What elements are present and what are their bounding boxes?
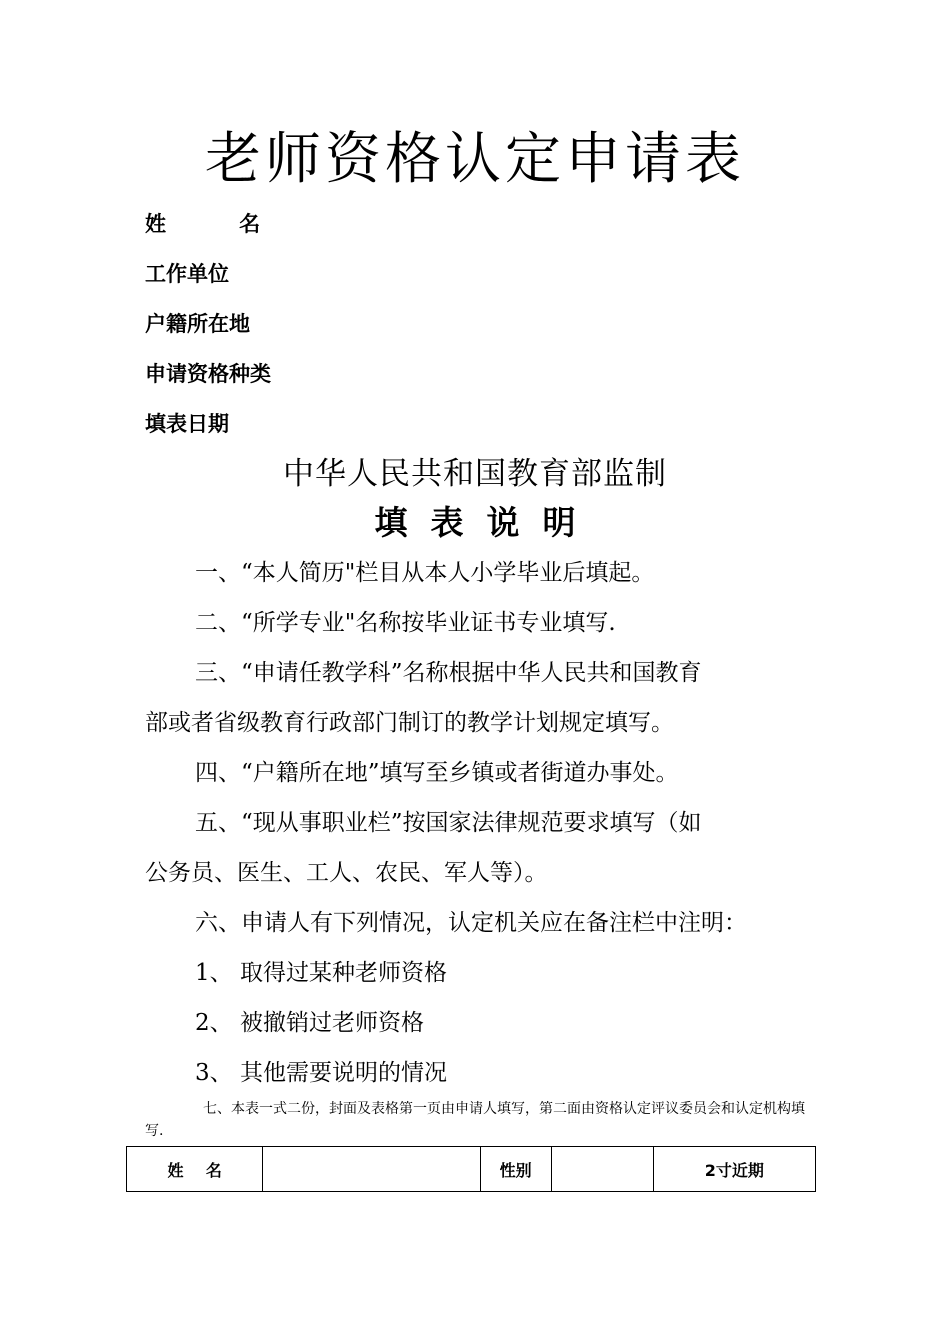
instruction-item: 部或者省级教育行政部门制订的教学计划规定填写。: [145, 710, 674, 736]
table-name-cell[interactable]: [263, 1147, 480, 1192]
instruction-item: 二、“所学专业"名称按毕业证书专业填写.: [195, 610, 616, 636]
ministry-line: 中华人民共和国教育部监制: [283, 456, 667, 492]
document-title: 老师资格认定申请表: [205, 127, 745, 192]
instruction-item: 公务员、医生、工人、农民、军人等）。: [145, 860, 548, 886]
field-fill-date-label: 填表日期: [145, 412, 229, 436]
table-photo-label: 2寸近期: [653, 1147, 815, 1192]
field-name-label: 姓 名: [145, 212, 261, 236]
instruction-item: 3、 其他需要说明的情况: [195, 1060, 447, 1086]
instruction-note: 七、本表一式二份，封面及表格第一页由申请人填写，第二面由资格认定评议委员会和认定机构填写.: [145, 1101, 805, 1139]
instruction-item: 三、“申请任教学科”名称根据中华人民共和国教育: [195, 660, 702, 686]
table-name-label: 姓 名: [127, 1147, 263, 1192]
instruction-item: 一、“本人简历"栏目从本人小学毕业后填起。: [195, 560, 655, 586]
field-household-label: 户籍所在地: [145, 312, 250, 336]
instruction-item: 五、“现从事职业栏”按国家法律规范要求填写（如: [195, 810, 702, 836]
field-work-unit-label: 工作单位: [145, 262, 229, 286]
field-qualification-type-label: 申请资格种类: [145, 362, 271, 386]
table-row: [127, 1147, 816, 1192]
instruction-item: 四、“户籍所在地”填写至乡镇或者街道办事处。: [195, 760, 679, 786]
table-gender-cell[interactable]: [551, 1147, 653, 1192]
instruction-item: 1、 取得过某种老师资格: [195, 960, 447, 986]
instruction-item: 2、 被撤销过老师资格: [195, 1010, 424, 1036]
table-gender-label: 性别: [480, 1147, 551, 1192]
instructions-heading: 填 表 说 明: [374, 503, 576, 542]
applicant-info-table: [126, 1146, 816, 1192]
instruction-item: 六、申请人有下列情况，认定机关应在备注栏中注明：: [195, 910, 747, 936]
